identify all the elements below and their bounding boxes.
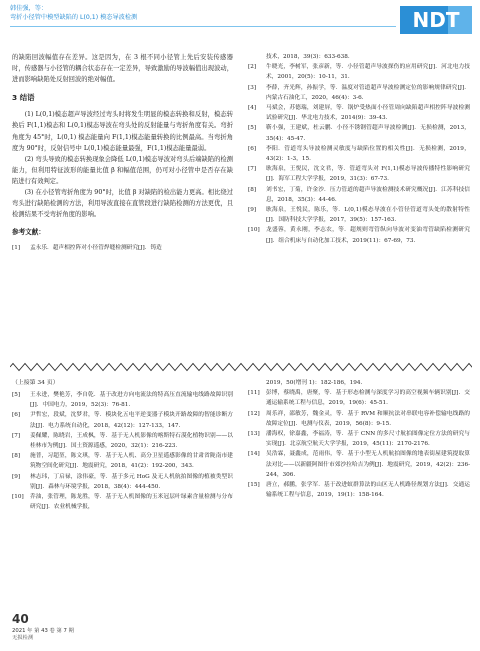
reference-text: 彭博，蔡晓禹，唐聚，等．基于形态检测与深度学习的高空视频车辆识别[J]．交通运输系统工程与信息，2019，19(6)：45-51. xyxy=(266,390,470,407)
reference-item xyxy=(248,225,470,245)
logo-text: NDT xyxy=(412,8,460,32)
reference-item xyxy=(12,451,233,471)
reference-number: [5] xyxy=(248,125,257,132)
footer-journal: 无损检测 xyxy=(12,635,34,641)
continued-note: （上接第 34 页） xyxy=(12,380,59,386)
reference-text: 2019，50(增刊 1)：182-186，194. xyxy=(266,380,363,386)
reference-item xyxy=(248,103,470,123)
reference-item xyxy=(12,410,233,430)
ndt-logo xyxy=(400,6,472,34)
reference-text: 施普，习超堃，陈文琪，等．基于无人机、高分卫星遥感影像的甘肃省陇南市建筑物空间化研究[J]．地震研究，2018，41(2)：192-200，343. xyxy=(30,453,233,470)
reference-text: 吴浩霖，聂鑫成，范雨伟，等．基于小型无人机航拍图像的地表街屋建筑提取算法对比——以新疆阿图什市郊沙拉哈吉为例[J]．地震研究，2019，42(2)：236-244，306. xyxy=(266,451,470,478)
reference-number: [12] xyxy=(248,410,260,417)
reference-item xyxy=(248,185,470,205)
running-header-title: 弯折小径管中模型缺陷的 L(0,1) 模态导波检测 xyxy=(10,13,138,21)
reference-number: [7] xyxy=(248,166,257,173)
reference-text: 唐立，郝鹏，张学军．基于改进蚁群算法的山区无人机路径规划方法[J]．交通运输系统工程与信息，2019，19(1)：158-164. xyxy=(266,482,470,499)
reference-number: [13] xyxy=(248,431,260,438)
header-rule xyxy=(10,26,396,27)
reference-text: 耿海泉，王悦民，沈文君，等．管道弯头对 F(1,1)模态导波传播特性影响研究[J]．海军工程大学学报，2019，31(3)：67-73. xyxy=(266,166,470,183)
bottom-left-column xyxy=(12,390,233,512)
reference-text: 刘书宏，丁菊，许金沙．压力管道的超声导波检测技术研究概况[J]．江苏科技信息，2018，35(3)：44-46. xyxy=(266,186,470,203)
article-separator-zigzag xyxy=(10,362,472,372)
reference-text: 李阳．管道弯头导波检测灵敏度与缺陷位置的相关性[J]．无损检测，2019，43(2)：1-3，15. xyxy=(266,145,470,163)
reference-number: [6] xyxy=(248,145,257,152)
page-number: 40 xyxy=(12,612,29,626)
reference-text: 靳小强，王建斌，杜云鹏．小径不锈钢管超声导波检测[J]．无损检测，2013，35(4)：45-47. xyxy=(266,125,470,142)
right-column xyxy=(248,52,470,246)
reference-item xyxy=(248,378,470,388)
reference-text: 耿海泉，王悦民，陈乐，等．L(0,1)模态导波在小管径管道弯头处的散射特性[J]．国防科技大学学报，2017，39(5)：157-163. xyxy=(266,207,470,224)
reference-number: [11] xyxy=(248,390,260,397)
reference-number: [8] xyxy=(248,186,257,193)
left-column xyxy=(12,52,233,254)
running-header xyxy=(10,5,137,22)
page-header xyxy=(0,0,480,36)
reference-text: 李薛，齐光辉，孙振学，等．温度对管道超声导波检测定位的影响规律研究[J]．内蒙古石油化工，2020，46(4)：3-6. xyxy=(266,84,470,101)
reference-number: [3] xyxy=(248,84,257,91)
conclusion-1: (1) L(0,1)模态超声导波经过弯头时将发生明显的模态转换和反射，模态转换后 F(1,1)模态和 L(0,1)模态导波在弯头处的反射能量与弯折角度有关。弯折角度为 45°时，L(0,1) 模态能量向 F(1,1)模态能量转换的比例最高。当弯折角度为 90°时，反射信号中 L(0,1)模态能量最强，F(1,1)模态能量最弱。 xyxy=(12,111,233,152)
reference-item xyxy=(248,409,470,429)
reference-item xyxy=(248,449,470,480)
reference-item xyxy=(248,52,470,62)
reference-item xyxy=(12,390,233,410)
reference-number: [6] xyxy=(12,412,21,419)
body-paragraph: 的缺陷回波幅值存在差异。这是因为，在 3 根不同小径管上先后安装传感器时，传感器与小径管的耦合状态存在一定差异，导致激励的导波幅值出现波动，进而影响缺陷处反射回波的绝对幅值。 xyxy=(12,54,233,84)
reference-item xyxy=(248,123,470,143)
reference-number: [15] xyxy=(248,482,260,489)
reference-item xyxy=(248,164,470,184)
reference-number: [5] xyxy=(12,392,21,398)
reference-number: [10] xyxy=(248,227,260,234)
reference-text: 潘海权，徐嘉鑫，李福涛，等．基于 CNN 的多尺寸航拍图像定位方法的研究与实现[J]．北京航空航天大学学报，2019，45(11)：2170-2176. xyxy=(266,431,470,448)
reference-text: 王永进，樊艳芳，李自乾．基于改进方向电流法的特高压直流输电线路故障识别[J]．中国电力，2019，52(3)：76-81. xyxy=(30,392,233,409)
reference-item xyxy=(248,144,470,164)
footer-issue: 2021 年 第 43 卷 第 7 期 xyxy=(12,628,74,634)
conclusion-3: (3) 在小径管弯折角度为 90°时，比值 β 对缺陷的检出能力更高。相比绕过弯头进行缺陷检测的方法，利用导波直接在直管段进行缺陷检测的方法更优，且检测结果不受弯折角度的影响。 xyxy=(12,189,233,219)
reference-number: [10] xyxy=(12,494,24,501)
reference-item xyxy=(12,243,233,253)
reference-number: [2] xyxy=(248,64,257,71)
reference-item xyxy=(248,83,470,103)
reference-item xyxy=(248,480,470,500)
reference-number: [9] xyxy=(12,473,21,480)
reference-number: [14] xyxy=(248,451,260,458)
reference-text: 周乐祥，邵敏芳，魏金灵，等．基于 RVM 和顺抗法对串联电容补偿输电线路的故障定位[J]．电测与仪表，2019，56(8)：9-15. xyxy=(266,410,470,427)
reference-number: [7] xyxy=(12,432,21,439)
reference-number: [9] xyxy=(248,207,257,214)
reference-text: 林志玮，丁启禄，涂伟豪，等．基于多元 HoG 及无人机航拍图像的植被类型识别[J]．森林与环境学报，2018，38(4)：444-450. xyxy=(30,473,233,490)
reference-text: 姜佩耀，陈晓岩，王成枫，等．基于无人机影像的喀斯特石漠化植物识别——以桂林市为例[J]．国土资源遥感，2020，32(1)：216-223. xyxy=(30,432,233,450)
reference-number: [1] xyxy=(12,245,21,252)
reference-number: [4] xyxy=(248,105,257,112)
reference-text: 龙盛蓉，黄永刚，李志农，等．超规则弯管纵向导波对变油弯管缺陷检测研究[J]．组合机床与自动化加工技术，2019(11)：67-69，73. xyxy=(266,227,470,244)
reference-text: 马斌会，苏德瑞，刘建屏，等．锅炉受热面小径管周向缺陷超声相控阵导波检测试验研究[J]．华北电力技术，2014(9)：39-43. xyxy=(266,105,470,122)
bottom-right-column xyxy=(248,378,470,500)
references-title: 参考文献： xyxy=(12,228,45,237)
conclusion-2: (2) 弯头导致的模态转换现象会降低 L(0,1)模态导波对弯头后端缺陷的检测能力，但利用特征波形的能量比值 β 和幅值范围，仍可对小径管中是否存在缺陷进行有效判定。 xyxy=(12,155,233,185)
reference-number: [8] xyxy=(12,453,21,460)
page-footer xyxy=(12,612,74,642)
reference-item xyxy=(12,431,233,451)
reference-item xyxy=(248,62,470,82)
reference-text: 尹哲宏，段斌，沈梦君，等．模块化五电平逆变器子模块开路故障的智能诊断方法[J]．电力系统自动化，2018，42(12)：127-133，147. xyxy=(30,412,233,429)
reference-item xyxy=(248,388,470,408)
reference-text: 孟永乐．超声相控阵对小径管焊缝检测研究[J]．铸造 xyxy=(30,245,162,252)
reference-item xyxy=(248,205,470,225)
reference-item xyxy=(248,429,470,449)
section-title: 3 结语 xyxy=(12,93,35,103)
running-header-authors: 韩佳强，等： xyxy=(10,5,48,12)
reference-text: 乔油，张管理，陈龙胜，等．基于无人机图像的玉米冠层叶绿素含量检测与分布研究[J]．农业机械学报， xyxy=(30,494,233,511)
reference-item xyxy=(12,472,233,492)
reference-item xyxy=(12,492,233,512)
reference-text: 牛晓光，李树军，张彦新，等．小径管超声导波探伤的应用研究[J]．河北电力技术，2001，20(5)：10-11，31. xyxy=(266,64,470,81)
reference-text: 技术，2018，39(3)：633-638. xyxy=(266,54,350,60)
